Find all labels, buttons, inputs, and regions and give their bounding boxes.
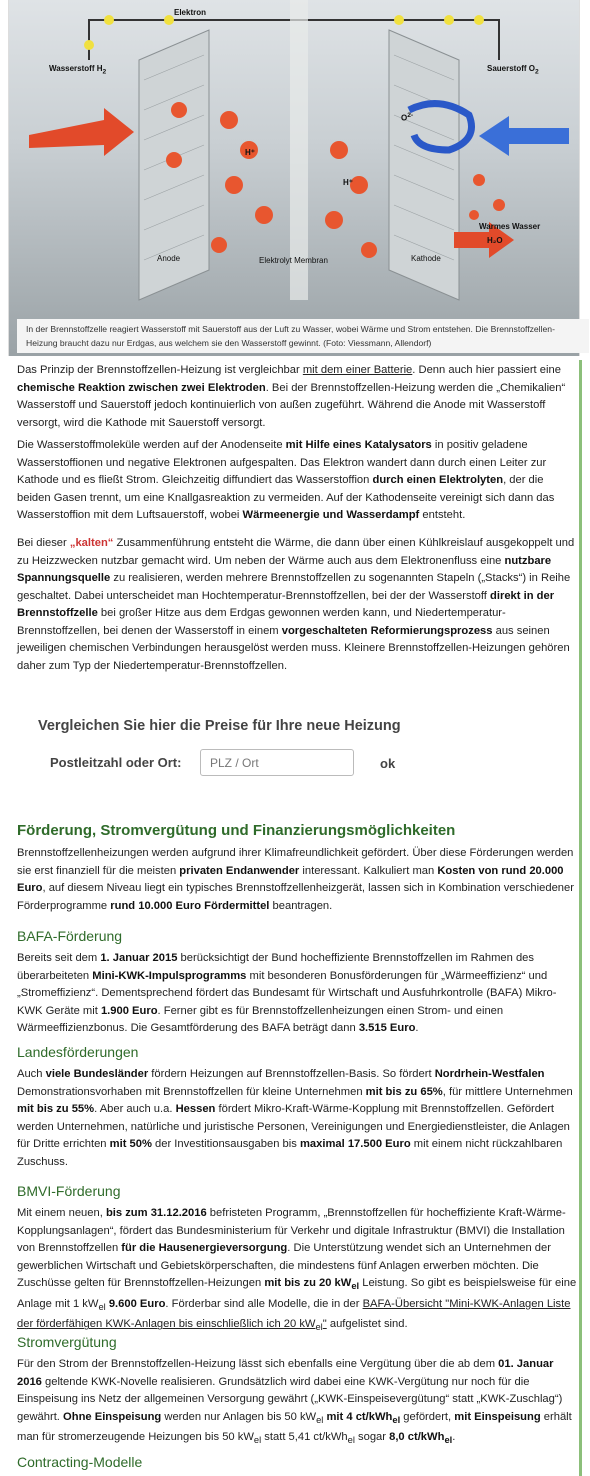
postcode-label: Postleitzahl oder Ort:: [50, 755, 182, 770]
oxide-ion-label: $O^{2-}$: [401, 112, 414, 123]
ok-button[interactable]: ok: [380, 756, 396, 771]
water-formula-label: H₂O: [487, 236, 503, 245]
water-molecules: [469, 174, 505, 220]
state-funding-heading: Landesförderungen: [17, 1044, 139, 1060]
bmvi-paragraph: Mit einem neuen, bis zum 31.12.2016 befristeten Programm, „Brennstoffzellen für hocheffiziente Kraft-Wärme-Kopplungsanlagen“, fördert das Bundesministerium für Verkehr und digitale Infrastruktur (BMVI) die Installation von Brennstoffzellen für die Hausenergieversorgung. Die Unterstützung wendet sich an Unternehmen der gewerblichen Wirtschaft und Gebietskörperschaften, die mindestens fünf Anlagen erwerben möchten. Die Zuschüsse gelten für Brennstoffzellen-Heizungen mit bis zu 20 $kW_{el}$ Leistung. So gibt es beispielsweise für eine Anlage mit 1 $kW_{el}$ 9.600 Euro. Förderbar sind alle Modelle, die in der BAFA-Übersicht "Mini-KWK-Anlagen Liste der förderfähigen KWK-Anlagen bis einschließlich ich 20 $kW_{el}$" aufgelistet sind.: [17, 1207, 577, 1333]
contracting-heading: Contracting-Modelle: [17, 1454, 143, 1470]
bafa-list-link[interactable]: BAFA-Übersicht "Mini-KWK-Anlagen Liste der förderfähigen KWK-Anlagen bis einschließlich ich 20 $kW_{el}$": [17, 1297, 571, 1333]
intro-paragraph-1: Das Prinzip der Brennstoffzellen-Heizung ist vergleichbar mit dem einer Batterie. Denn auch hier passiert eine chemische Reaktion zwischen zwei Elektroden. Bei der Brennstoffzellen-Heizung werden die „Chemikalien“ Wasserstoff und Sauerstoff jedoch kontinuierlich von außen zugeführt. Während die Anode mit Wasserstoff versorgt, wird die Kathode mit Sauerstoff versorgt.: [17, 364, 566, 429]
intro-paragraph-3: Bei dieser „kalten“ Zusammenführung entsteht die Wärme, die dann über einen Kühlkreislauf ausgekoppelt und zu Heizzwecken nutzbar gemacht wird. Um neben der Wärme auch aus dem Elektronenfluss eine nutzbare Spannungsquelle zu realisieren, werden mehrere Brennstoffzellen zu sogenannten Stapeln („Stacks“) in Reihe geschaltet. Dabei unterscheidet man Hochtemperatur-Brennstoffzellen, bei der der Wasserstoff direkt in der Brennstoffzelle bei großer Hitze aus dem Erdgas gewonnen werden kann, und Niedertemperatur-Brennstoffzellen, bei denen der Wasserstoff in einem vorgeschalteten Reformierungsprozess aus seinen jeweiligen chemischen Verbindungen herausgelöst werden muss. Kleinere Brennstoffzellen-Heizungen gehören daher zum Typ der Niedertemperatur-Brennstoffzellen.: [17, 537, 575, 672]
membrane-column: [290, 0, 308, 300]
hydrogen-inflow-arrow: [29, 108, 134, 156]
bmvi-heading: BMVI-Förderung: [17, 1183, 121, 1199]
proton-label-2: H⁺: [343, 178, 353, 187]
funding-heading: Förderung, Stromvergütung und Finanzierungsmöglichkeiten: [17, 822, 456, 839]
hydrogen-label: Wasserstoff $H_2$: [49, 64, 107, 76]
bafa-paragraph: Bereits seit dem 1. Januar 2015 berücksichtigt der Bund hocheffiziente Brennstoffzellen im Rahmen des überarbeiteten Mini-KWK-Impulsprogramms mit besonderen Bonusförderungen für „Wärmeeffizienz“ und „Stromeffizienz“. Dementsprechend fördert das Bundesamt für Wirtschaft und Ausfuhrkontrolle (BAFA) Mikro-KWK Geräte mit 1.900 Euro. Ferner gibt es für Brennstoffzellenheizungen einen Strom- und einen Wärmeeffizienzbonus. Die Gesamtförderung des BAFA beträgt dann 3.515 Euro.: [17, 952, 557, 1034]
anode-label: Anode: [157, 254, 181, 263]
intro-paragraph-2: Die Wasserstoffmoleküle werden auf der Anodenseite mit Hilfe eines Katalysators in positiv geladene Wasserstoffionen und negative Elektronen aufgespalten. Das Elektron wandert dann durch einen Leiter zur Kathode und es fließt Strom. Gleichzeitig diffundiert das Wasserstoffion durch einen Elektrolyten, der die beiden Gasen trennt, um eine Knallgasreaktion zu vermeiden. Auf der Kathodenseite vereinigt sich dann das Wasserstoffion mit dem Luftsauerstoff, wobei Wärmeenergie und Wasserdampf entsteht.: [17, 439, 555, 521]
membrane-label: Elektrolyt Membran: [259, 256, 328, 265]
fuel-cell-diagram: [8, 0, 580, 356]
feed-in-heading: Stromvergütung: [17, 1334, 117, 1350]
proton-label-1: H⁺: [245, 148, 255, 157]
postcode-input[interactable]: [200, 749, 354, 776]
oxygen-inflow-arrow: [479, 116, 569, 156]
oxygen-label: Sauerstoff $O_2$: [487, 64, 539, 76]
fuel-cell-illustration: [9, 0, 581, 320]
battery-link[interactable]: mit dem einer Batterie: [302, 364, 413, 376]
side-accent-bar: [579, 360, 582, 1476]
electron-label: Elektron: [174, 8, 207, 17]
funding-paragraph: Brennstoffzellenheizungen werden aufgrund ihrer Klimafreundlichkeit gefördert. Über diese Förderungen werden sie erst finanziell für die meisten privaten Endanwender interessant. Kalkuliert man Kosten von rund 20.000 Euro, auf diesem Niveau liegt ein typisches Brennstoffzellenheizgerät, lassen sich in Kombination verschiedener Förderprogramme rund 10.000 Euro Fördermittel beantragen.: [17, 847, 574, 912]
state-funding-paragraph: Auch viele Bundesländer fördern Heizungen auf Brennstoffzellen-Basis. So fördert Nordrhein-Westfalen Demonstrationsvorhaben mit Brennstoffzellen für kleine Unternehmen mit bis zu 65%, für mittlere Unternehmen mit bis zu 55%. Aber auch u.a. Hessen fördert Mikro-Kraft-Wärme-Kopplung mit Brennstoffzellen. Gefördert werden Unternehmen, natürliche und juristische Personen, Vereinigungen und Energiedienstleister, die Anlagen für Dritte errichten mit 50% der Investitionsausgaben bis maximal 17.500 Euro mit einem nicht rückzahlbaren Zuschuss.: [17, 1068, 573, 1168]
compare-title: Vergleichen Sie hier die Preise für Ihre neue Heizung: [38, 718, 401, 734]
feed-in-paragraph: Für den Strom der Brennstoffzellen-Heizung lässt sich ebenfalls eine Vergütung über die ab dem 01. Januar 2016 geltende KWK-Novelle realisieren. Grundsätzlich wird dabei eine KWK-Vergütung nur noch für die Einspeisung ins Netz der allgemeinen Versorgung gewährt („KWK-Einspeisevergütung“ statt „KWK-Zuschlag“) gewährt. Ohne Einspeisung werden nur Anlagen bis 50 $kW_{el}$ mit 4 ct/kWh$_{el}$ gefördert, mit Einspeisung erhält man für stromerzeugende Heizungen bis 50 $kW_{el}$ statt 5,41 ct/kWh$_{el}$ sogar 8,0 ct/kWh$_{el}$.: [17, 1358, 572, 1446]
cathode-label: Kathode: [411, 254, 441, 263]
warm-water-label: Warmes Wasser: [479, 222, 541, 231]
bafa-heading: BAFA-Förderung: [17, 928, 123, 944]
price-comparison-widget: [8, 700, 580, 810]
figure-caption: In der Brennstoffzelle reagiert Wasserstoff mit Sauerstoff aus der Luft zu Wasser, wobei Wärme und Strom entstehen. Die Brennstoffzellen-Heizung braucht dazu nur Erdgas, aus welchem sie den Wasserstoff gewinnt. (Foto: Viessmann, Allendorf): [17, 319, 589, 353]
